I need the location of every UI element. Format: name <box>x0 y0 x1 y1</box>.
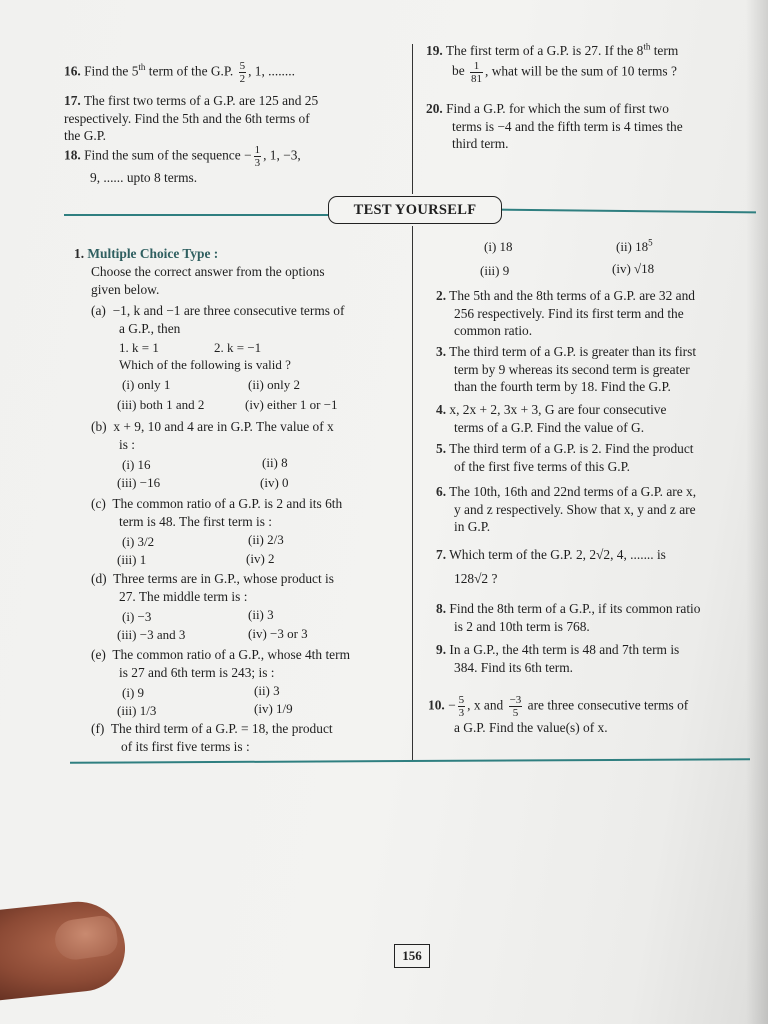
section-rule-left <box>64 214 328 216</box>
option: (iv) 1/9 <box>254 701 293 716</box>
part-d: (d) Three terms are in G.P., whose product is 27. The middle term is : <box>91 571 334 604</box>
bottom-rule <box>70 758 750 764</box>
main-column-divider <box>412 226 413 760</box>
condition-2: 2. k = −1 <box>214 340 262 355</box>
option: (iii) both 1 and 2 <box>117 397 205 412</box>
part-f: (f) The third term of a G.P. = 18, the product of its first five terms is : <box>91 721 333 754</box>
fraction: $\frac{5}{2}$ <box>239 60 246 85</box>
question-4: 4. x, 2x + 2, 3x + 3, G are four consecutive terms of a G.P. Find the value of G. <box>436 402 667 435</box>
option: (ii) 3 <box>254 683 280 698</box>
question-1-heading: 1. Multiple Choice Type : <box>74 246 219 261</box>
part-a-question: Which of the following is valid ? <box>119 357 291 372</box>
part-b: (b) x + 9, 10 and 4 are in G.P. The value of x is : <box>91 419 334 452</box>
question-number: 16. <box>64 63 81 79</box>
option: (iv) −3 or 3 <box>248 626 308 641</box>
option: (iii) −16 <box>117 475 161 490</box>
option: (i) −3 <box>122 609 152 624</box>
option: (i) only 1 <box>122 377 171 392</box>
option: (iii) 1/3 <box>117 703 157 718</box>
option: (iv) either 1 or −1 <box>245 397 338 412</box>
option: (ii) 3 <box>248 607 274 622</box>
option: (i) 18 <box>484 239 513 254</box>
question-20: 20. Find a G.P. for which the sum of first two terms is −4 and the fifth term is 4 times the third term. <box>426 101 683 151</box>
question-18: 18. Find the sum of the sequence − $\frac{1}{3}$ , 1, −3, 9, ...... upto 8 terms. <box>64 144 301 185</box>
option: (ii) 2/3 <box>248 532 284 547</box>
fraction: $\frac{1}{3}$ <box>254 144 261 169</box>
option: (iv) 2 <box>246 551 275 566</box>
option: (iii) −3 and 3 <box>117 627 186 642</box>
top-column-divider <box>412 44 413 194</box>
option: (iv) √18 <box>612 261 655 276</box>
part-c: (c) The common ratio of a G.P. is 2 and its 6th term is 48. The first term is : <box>91 496 343 529</box>
option: (iv) 0 <box>260 475 289 490</box>
question-1-intro: Choose the correct answer from the options given below. <box>91 264 325 297</box>
question-19: 19. The first term of a G.P. is 27. If the 8th term be $\frac{1}{81}$ , what will be the sum of 10 terms ? <box>426 41 679 85</box>
condition-1: 1. k = 1 <box>119 340 159 355</box>
option: (ii) 8 <box>262 455 288 470</box>
section-title: TEST YOURSELF <box>328 196 502 224</box>
option: (i) 3/2 <box>122 534 155 549</box>
part-e: (e) The common ratio of a G.P., whose 4th term is 27 and 6th term is 243; is : <box>91 647 350 680</box>
fraction: $\frac{5}{3}$ <box>458 694 465 719</box>
option: (ii) $18^5$ <box>616 237 653 254</box>
fraction: $\frac{-3}{5}$ <box>509 694 522 719</box>
option: (iii) 9 <box>480 263 510 278</box>
page-number: 156 <box>394 944 430 968</box>
question-16: 16. Find the 5th term of the G.P. $\frac{5}{2}$ , 1, ........ <box>64 60 295 85</box>
fraction: $\frac{1}{81}$ <box>471 59 482 85</box>
question-2: 2. The 5th and the 8th terms of a G.P. are 32 and 256 respectively. Find its first term and the common ratio. <box>436 288 695 338</box>
option: (iii) 1 <box>117 552 147 567</box>
option: (i) 9 <box>122 685 145 700</box>
question-8: 8. Find the 8th term of a G.P., if its common ratio is 2 and 10th term is 768. <box>436 601 701 634</box>
option: (ii) only 2 <box>248 377 300 392</box>
question-5: 5. The third term of a G.P. is 2. Find the product of the first five terms of this G.P. <box>436 441 694 474</box>
part-a: (a) −1, k and −1 are three consecutive terms of a G.P., then <box>91 303 345 336</box>
question-17: 17. The first two terms of a G.P. are 125 and 25 respectively. Find the 5th and the 6th terms of the G.P. <box>64 93 319 143</box>
question-7: 7. Which term of the G.P. 2, 2√2, 4, ....... is 128√2 ? <box>436 547 666 586</box>
question-6: 6. The 10th, 16th and 22nd terms of a G.P. are x, y and z respectively. Show that x, y and z are in G.P. <box>436 484 697 534</box>
question-3: 3. The third term of a G.P. is greater than its first term by 9 whereas its second term is greater than the fourth term by 18. Find the G.P. <box>436 344 697 394</box>
question-10: 10. − $\frac{5}{3}$ , x and $\frac{-3}{5}$ are three consecutive terms of a G.P. Find the value(s) of x. <box>428 694 689 735</box>
question-9: 9. In a G.P., the 4th term is 48 and 7th term is 384. Find its 6th term. <box>436 642 680 675</box>
option: (i) 16 <box>122 457 151 472</box>
section-rule-right <box>500 209 756 214</box>
